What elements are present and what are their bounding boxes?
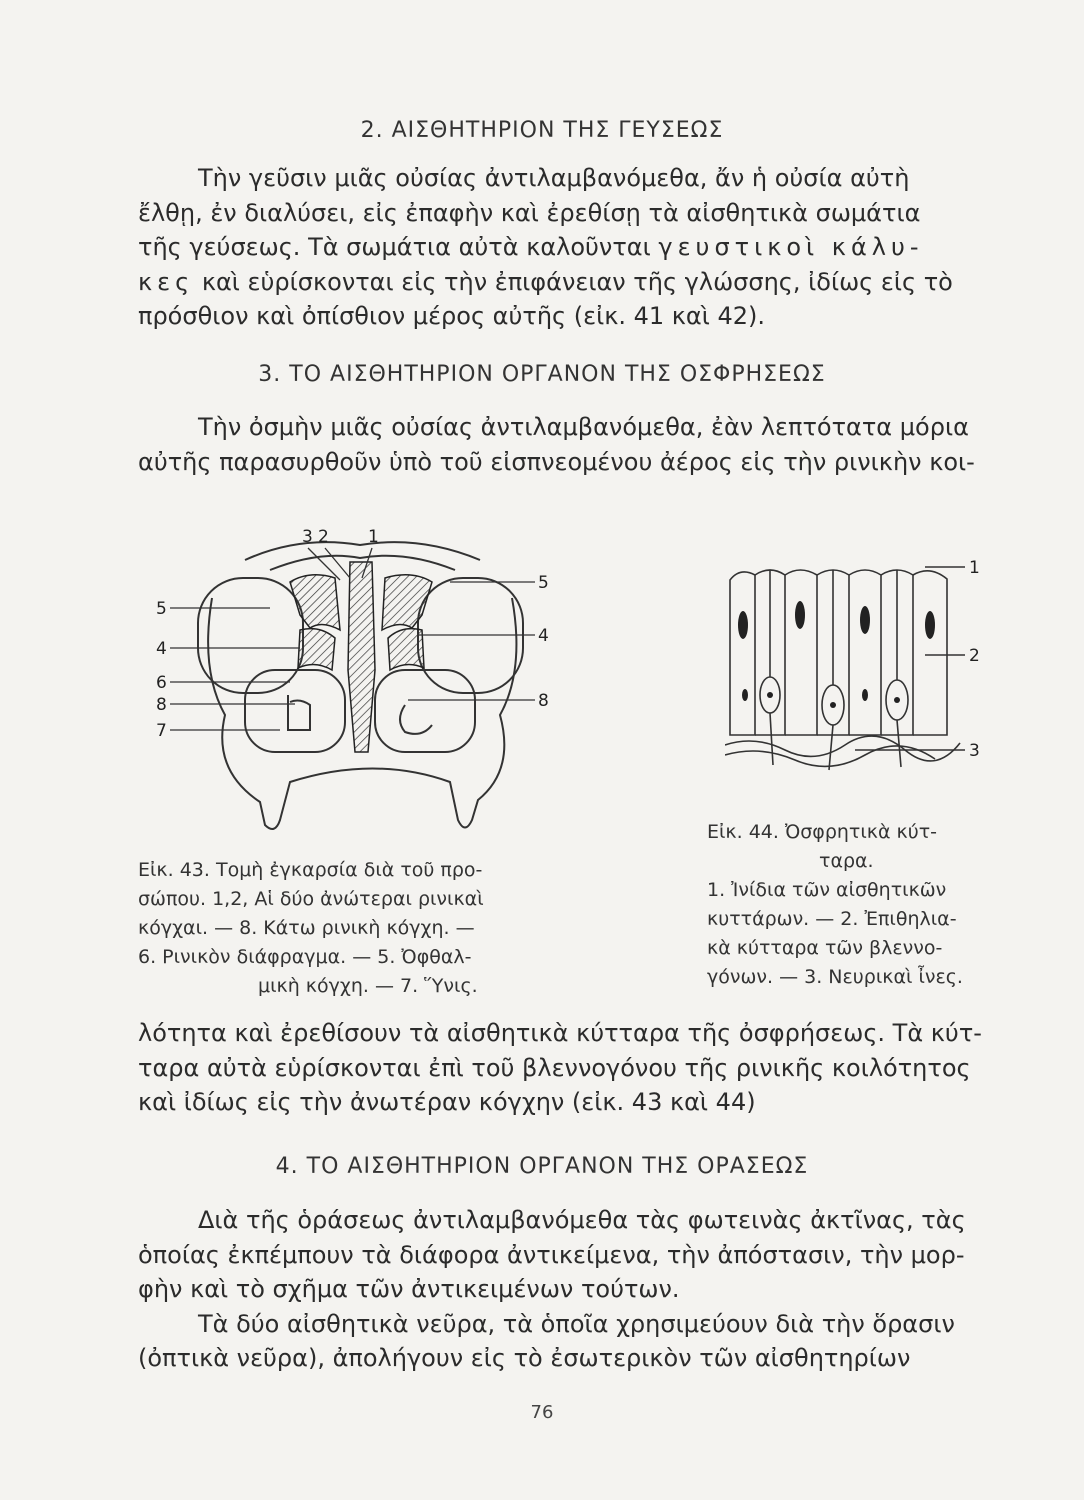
label-7-left: 7 — [156, 721, 167, 741]
label-1: 1 — [368, 527, 379, 547]
caption-line: κὰ κύτταρα τῶν βλεννο- — [707, 937, 943, 959]
figure-43-caption — [138, 856, 484, 1001]
text-line: ταρα αὐτὰ εὑρίσκονται ἐπὶ τοῦ βλεννογόνου τῆς ρινικῆς κοιλότητος — [138, 1053, 971, 1082]
caption-line: 6. Ρινικὸν διάφραγμα. — 5. Ὀφθαλ- — [138, 946, 472, 968]
section-2-heading: 2. ΑΙΣΘΗΤΗΡΙΟΝ ΤΗΣ ΓΕΥΣΕΩΣ — [360, 118, 724, 143]
label-5-right: 5 — [538, 573, 549, 593]
text-line: Τὴν γεῦσιν μιᾶς οὐσίας ἀντιλαμβανόμεθα, ἄν ἡ οὐσία αὐτὴ — [198, 164, 910, 192]
text-line: πρόσθιον καὶ ὀπίσθιον μέρος αὐτῆς (εἰκ. 41 καὶ 42). — [138, 302, 766, 330]
label-2: 2 — [969, 646, 980, 666]
text-line: λότητα καὶ ἐρεθίσουν τὰ αἰσθητικὰ κύτταρα τῆς ὀσφρήσεως. Τὰ κύτ- — [138, 1019, 982, 1047]
section-2-paragraph — [138, 161, 988, 334]
caption-line: μικὴ κόγχη. — 7. Ὕνις. — [258, 975, 478, 997]
section-3-paragraph-continued — [138, 1016, 988, 1120]
label-2: 2 — [318, 527, 329, 547]
label-5-left: 5 — [156, 599, 167, 619]
label-1: 1 — [969, 558, 980, 578]
section-3-heading: 3. ΤΟ ΑΙΣΘΗΤΗΡΙΟΝ ΟΡΓΑΝΟΝ ΤΗΣ ΟΣΦΡΗΣΕΩΣ — [258, 362, 826, 387]
text-line: Τὴν ὀσμὴν μιᾶς οὐσίας ἀντιλαμβανόμεθα, ἐὰν λεπτότατα μόρια — [198, 413, 969, 441]
caption-line: 1. Ἰνίδια τῶν αἰσθητικῶν — [707, 879, 947, 901]
label-6-left: 6 — [156, 673, 167, 693]
text-line: Τὰ δύο αἰσθητικὰ νεῦρα, τὰ ὁποῖα χρησιμεύουν διὰ τὴν ὅρασιν — [198, 1309, 955, 1338]
label-4-left: 4 — [156, 639, 167, 659]
figure-43-cross-section — [150, 520, 570, 840]
caption-line: κυττάρων. — 2. Ἐπιθηλια- — [707, 908, 957, 930]
label-3: 3 — [302, 527, 313, 547]
text-line — [138, 265, 988, 300]
spaced-term: γευστικοὶ κάλυ- — [658, 233, 924, 261]
text-line: Διὰ τῆς ὁράσεως ἀντιλαμβανόμεθα τὰς φωτεινὰς ἀκτῖνας, τὰς — [198, 1206, 966, 1234]
figure-44-olfactory-cells — [725, 545, 995, 785]
section-3-paragraph — [138, 410, 988, 479]
caption-line: σώπου. 1,2, Αἱ δύο ἀνώτεραι ρινικαὶ — [138, 888, 484, 910]
text-line: (ὀπτικὰ νεῦρα), ἀπολήγουν εἰς τὸ ἐσωτερικὸν τῶν αἰσθητηρίων — [138, 1344, 911, 1372]
spaced-term: κες — [138, 267, 195, 296]
caption-line: ταρα. — [819, 850, 874, 872]
text-line: ὁποίας ἐκπέμπουν τὰ διάφορα ἀντικείμενα, τὴν ἀπόστασιν, τὴν μορ- — [138, 1240, 965, 1269]
section-4-paragraph — [138, 1203, 988, 1376]
label-3: 3 — [969, 741, 980, 761]
caption-line: Εἰκ. 43. Τομὴ ἐγκαρσία διὰ τοῦ προ- — [138, 859, 483, 881]
caption-line: γόνων. — 3. Νευρικαὶ ἶνες. — [707, 966, 963, 988]
label-4-right: 4 — [538, 626, 549, 646]
text-line: ἔλθῃ, ἐν διαλύσει, εἰς ἐπαφὴν καὶ ἐρεθίσῃ τὰ αἰσθητικὰ σωμάτια — [138, 198, 921, 227]
text-line: φὴν καὶ τὸ σχῆμα τῶν ἀντικειμένων τούτων. — [138, 1275, 680, 1303]
text-fragment: τῆς γεύσεως. Τὰ σωμάτια αὐτὰ καλοῦνται — [138, 233, 651, 261]
text-line: καὶ ἰδίως εἰς τὴν ἀνωτέραν κόγχην (εἰκ. 43 καὶ 44) — [138, 1088, 756, 1116]
text-line: αὐτῆς παρασυρθοῦν ὑπὸ τοῦ εἰσπνεομένου ἀέρος εἰς τὴν ρινικὴν κοι- — [138, 447, 975, 476]
figure-44-caption — [707, 818, 963, 992]
page-number: 76 — [530, 1402, 554, 1423]
caption-line: Εἰκ. 44. Ὀσφρητικὰ κύτ- — [707, 821, 938, 843]
caption-line: κόγχαι. — 8. Κάτω ρινικὴ κόγχη. — — [138, 917, 475, 939]
text-fragment: καὶ εὑρίσκονται εἰς τὴν ἐπιφάνειαν τῆς γλώσσης, ἰδίως εἰς τὸ — [201, 267, 953, 296]
label-8-right: 8 — [538, 691, 549, 711]
label-8-left: 8 — [156, 695, 167, 715]
text-line — [138, 230, 988, 265]
section-4-heading: 4. ΤΟ ΑΙΣΘΗΤΗΡΙΟΝ ΟΡΓΑΝΟΝ ΤΗΣ ΟΡΑΣΕΩΣ — [275, 1154, 809, 1179]
